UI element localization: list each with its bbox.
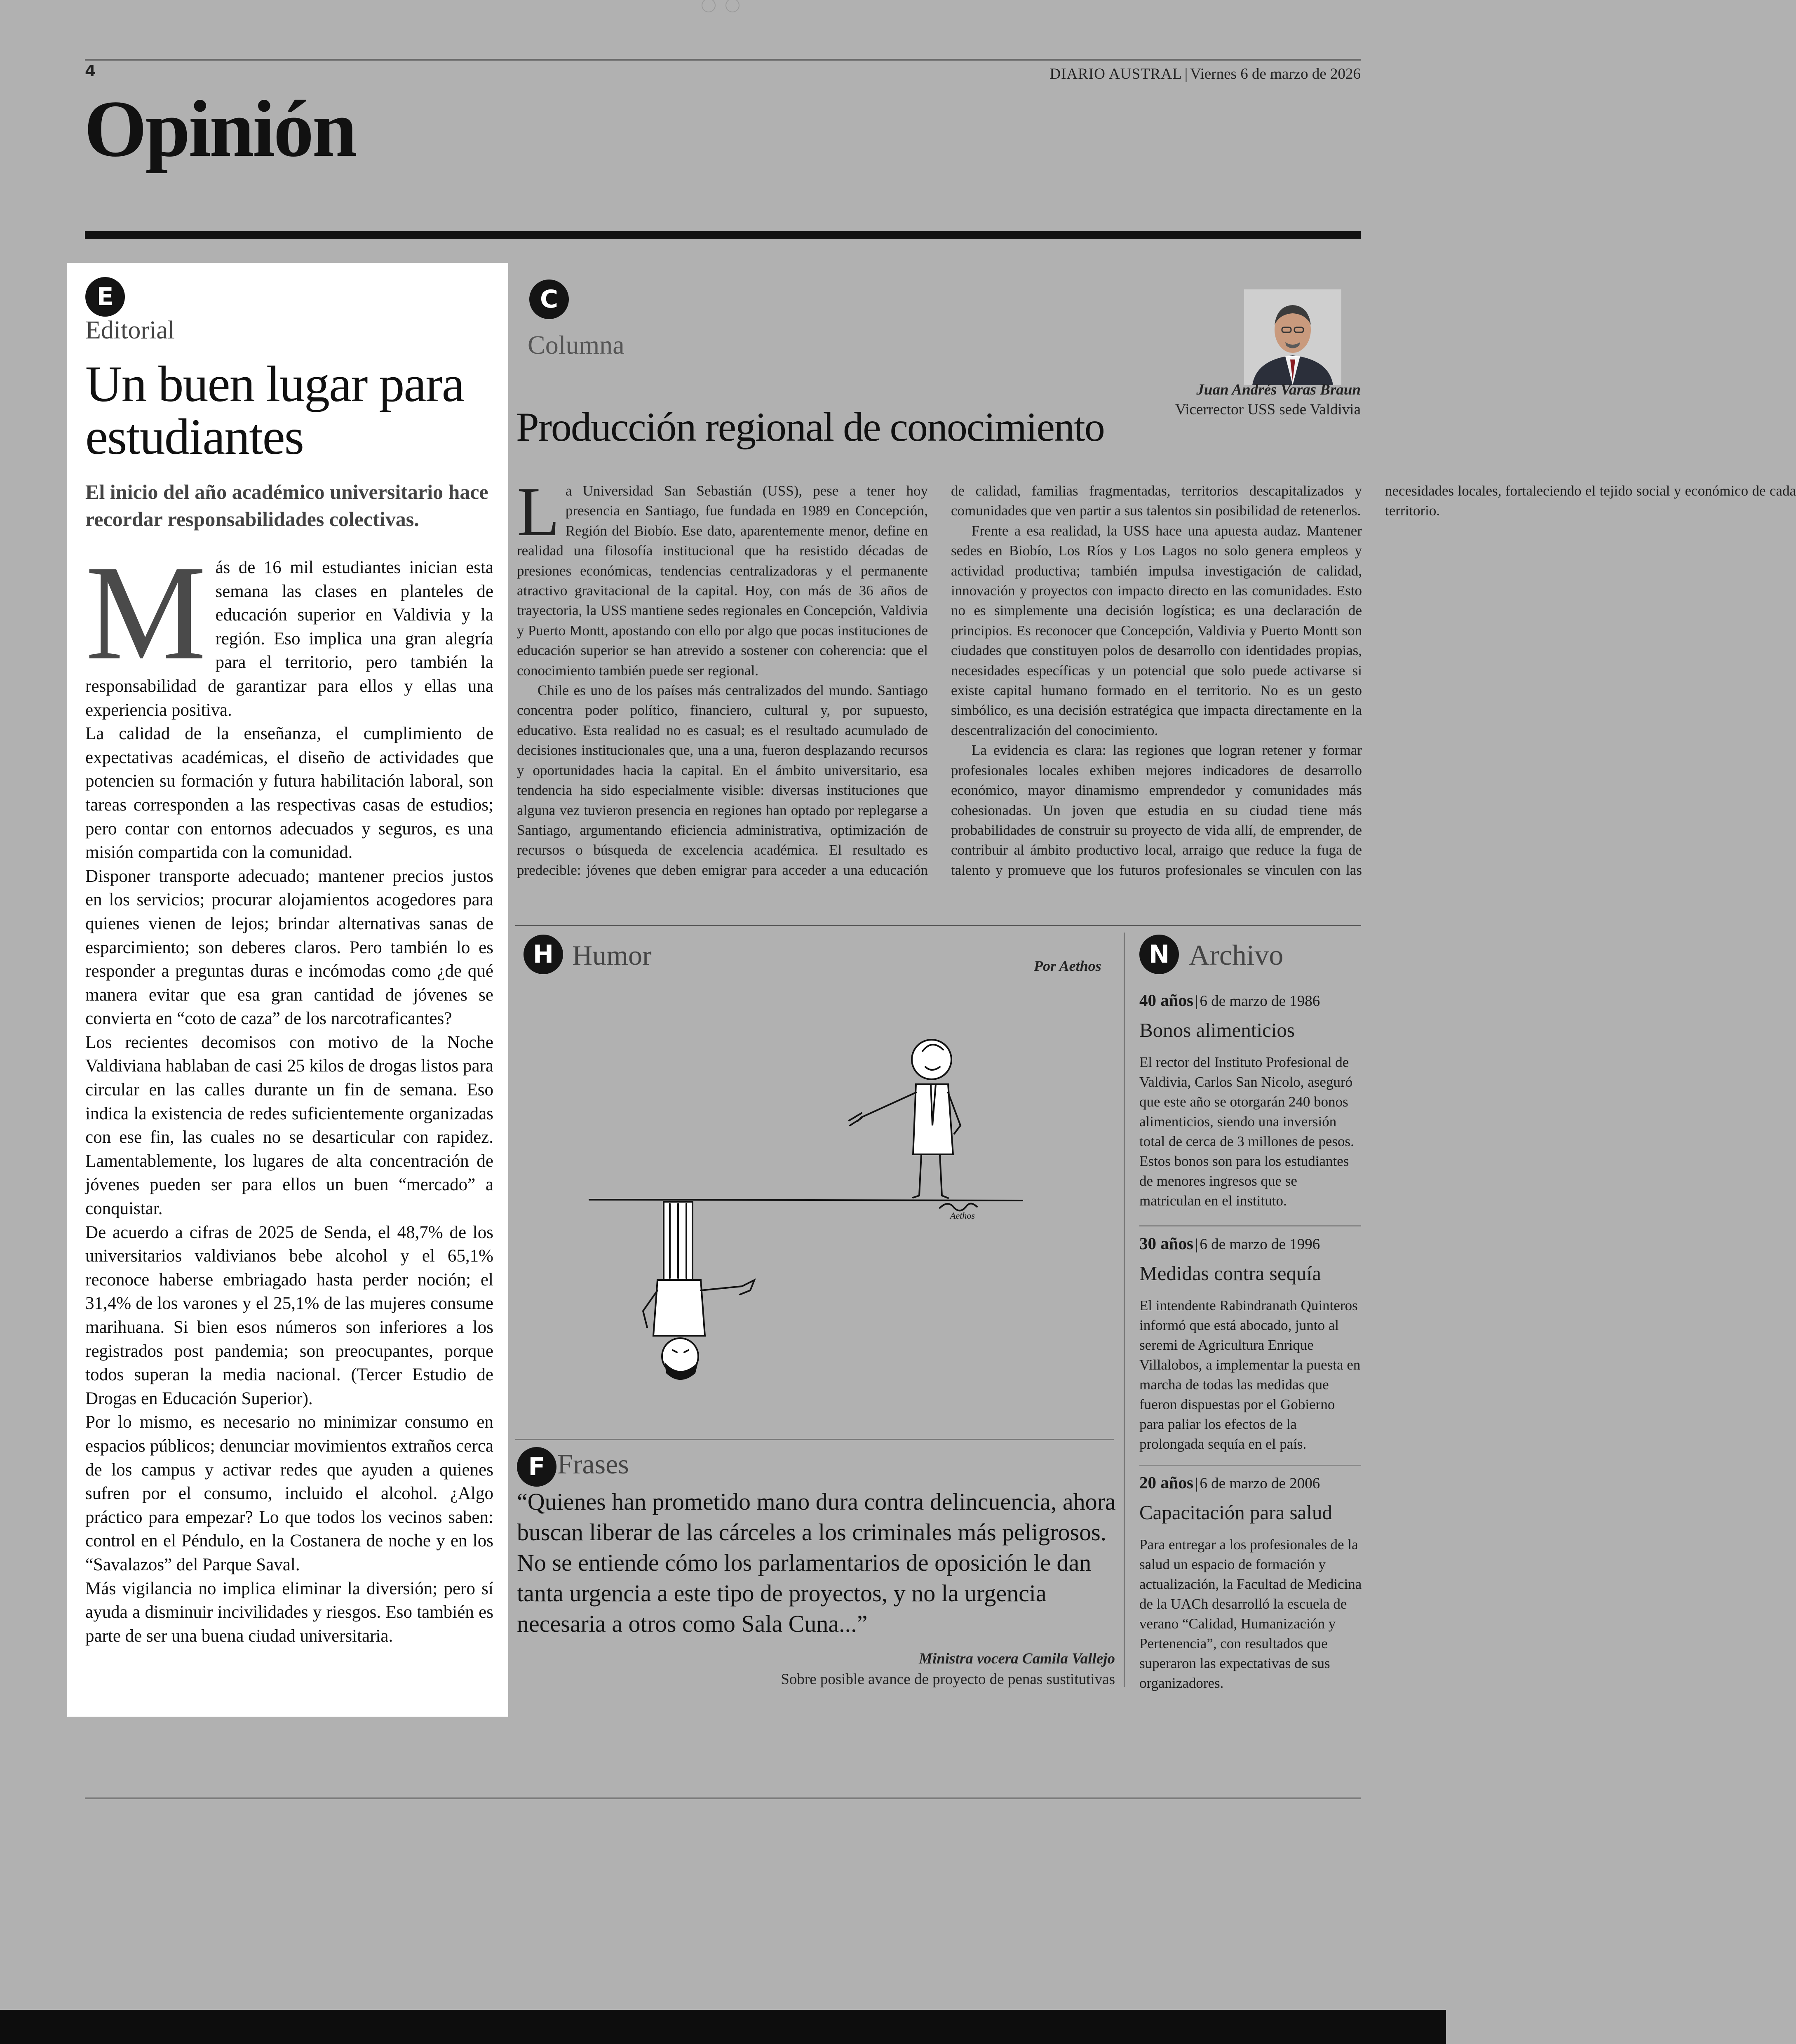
masthead-separator: | xyxy=(1184,66,1188,82)
author-role: Vicerrector USS sede Valdivia xyxy=(1175,401,1361,418)
archive-title: Bonos alimenticios xyxy=(1139,1019,1295,1041)
archive-date: 6 de marzo de 1986 xyxy=(1200,993,1320,1010)
editorial-body xyxy=(85,538,493,1648)
editorial-badge: E xyxy=(85,277,125,317)
column-label: Columna xyxy=(528,330,624,359)
column-headline: Producción regional de conocimiento xyxy=(516,404,1104,450)
archive-title: Capacitación para salud xyxy=(1139,1501,1333,1524)
column-bottom-rule xyxy=(515,925,1361,926)
editorial-headline: Un buen lugar para estudiantes xyxy=(85,356,464,465)
editorial-paragraph: De acuerdo a cifras de 2025 de Senda, el 48,7% de los universitarios valdivianos bebe alcohol y el 65,1% reconoce haberse embriagado hasta perder noción; el 31,4% de los varones y el 25,1% de las mujeres consume marihuana. Si bien esos números son inferiores a los registrados post pandemia; son preocupantes, porque todos superan la media nacional. (Tercer Estudio de Drogas en Educación Superior). xyxy=(85,1222,493,1408)
frases-quote: “Quienes han prometido mano dura contra delincuencia, ahora buscan liberar de las cárceles a los criminales más peligrosos. No se entiende cómo los parlamentarios de oposición le dan tanta urgencia a este tipo de proyectos, y no la urgencia necesaria a otros como Sala Cuna...” xyxy=(517,1488,1116,1637)
editorial-subhead: El inicio del año académico universitario hace recordar responsabilidades colectivas. xyxy=(85,480,488,531)
column-author xyxy=(1175,380,1361,420)
archive-item: 20 años | 6 de marzo de 2006 Capacitación para salud Para entregar a los profesionales de la salud un espacio de formación y actualización, la Facultad de Medicina de la UACh desarrolló la escuela de verano “Calidad, Humanización y Pertenencia”, con resultados que superaron las expectativas de sus organizadores. xyxy=(1139,1473,1362,1693)
archive-years: 20 años xyxy=(1139,1473,1194,1492)
editorial-paragraph: Los recientes decomisos con motivo de la Noche Valdiviana hablaban de casi 25 kilos de drogas listos para circular en las calles durante un fin de semana. Eso indica la existencia de redes suficientemente organizadas con ese fin, las cuales no se desarticular con rapidez. Lamentablemente, los lugares de alta concentración de jóvenes pueden ser para ellos un buen “mercado” a conquistar. xyxy=(85,1032,493,1219)
archive-years: 30 años xyxy=(1139,1234,1194,1253)
archive-date: 6 de marzo de 1996 xyxy=(1200,1236,1320,1253)
archivo-badge: N xyxy=(1139,935,1179,974)
archive-item: 30 años | 6 de marzo de 1996 Medidas contra sequía El intendente Rabindranath Quinteros informó que está abocado, junto al seremi de Agricultura Enrique Villalobos, a implementar la puesta en marcha de todas las medidas que fueron dispuestas por el Gobierno para paliar los efectos de la prolongada sequía en el país. xyxy=(1139,1233,1362,1454)
archivo-label: Archivo xyxy=(1189,940,1284,971)
footer-bar xyxy=(0,2010,1446,2044)
editorial-label: Editorial xyxy=(85,316,175,344)
frases-label: Frases xyxy=(557,1448,629,1480)
page-indicator[interactable] xyxy=(697,0,750,11)
section-title: Opinión xyxy=(84,84,356,174)
editorial-box xyxy=(67,263,508,1717)
editorial-paragraph: Más vigilancia no implica eliminar la diversión; pero sí ayuda a disminuir incivilidades y riesgos. Eso también es parte de ser una buena ciudad universitaria. xyxy=(85,1579,493,1646)
column-dropcap: L xyxy=(517,473,560,550)
section-rule xyxy=(85,231,1361,239)
humor-cartoon xyxy=(577,1022,1039,1385)
humor-badge: H xyxy=(524,935,563,974)
newspaper-name: DIARIO AUSTRAL xyxy=(1049,66,1182,82)
cartoon-signature: Aethos xyxy=(950,1210,975,1221)
humor-bottom-rule xyxy=(515,1439,1114,1440)
archive-text: El rector del Instituto Profesional de Valdivia, Carlos San Nicolo, aseguró que este año se otorgarán 240 bonos alimenticios, siendo una inversión total de cerca de 3 millones de pesos. Estos bonos son para los estudiantes de menores ingresos que se matriculan en el instituto. xyxy=(1139,1054,1354,1209)
editorial-dropcap: M xyxy=(85,538,207,688)
author-photo xyxy=(1244,289,1341,385)
archive-divider xyxy=(1124,933,1125,1687)
archive-text: Para entregar a los profesionales de la salud un espacio de formación y actualización, la Facultad de Medicina de la UACh desarrolló la escuela de verano “Calidad, Humanización y Pertenencia”, con resultados que superaron las expectativas de sus organizadores. xyxy=(1139,1537,1362,1691)
archive-rule xyxy=(1139,1225,1361,1226)
column-paragraph: La evidencia es clara: las regiones que logran retener y formar profesionales locales exhiben mejores indicadores de desarrollo económico, mayor dinamismo emprendedor y comunidades más cohesionadas. Un joven que estudia en su ciudad tiene más probabilidades de construir su proyecto de vida allí, de emprender, de contribuir al ámbito productivo local, arraigo que reduce la fuga de talento y promueve que los futuros profesionales se vinculen con las necesidades locales, fortaleciendo el tejido social y económico de cada territorio. xyxy=(951,483,1796,878)
editorial-paragraph: Por lo mismo, es necesario no minimizar consumo en espacios públicos; denunciar movimientos extraños cerca de los campus y activar redes que ayuden a quienes sufren por el consumo, incluido el alcohol. ¿Algo práctico para empezar? Lo que todos los vecinos saben: control en el Péndulo, en la Costanera de noche y en los “Savalazos” del Parque Saval. xyxy=(85,1412,493,1574)
editorial-paragraph: La calidad de la enseñanza, el cumplimiento de expectativas académicas, el diseño de actividades que potencien su formación y futura habilitación laboral, son tareas corresponden a las respectivas casas de estudios; pero contar con entornos adecuados y seguros, es una misión compartida con la comunidad. xyxy=(85,724,493,862)
editorial-paragraph-text: ás de 16 mil estudiantes inician esta semana las clases en planteles de educación superior en Valdivia y la región. Eso implica una gran alegría para el territorio, pero también la responsabilidad de garantizar para ellos y ellas una experiencia positiva. xyxy=(85,558,493,720)
column-paragraph xyxy=(517,473,928,681)
column-badge: C xyxy=(529,280,569,319)
archive-title: Medidas contra sequía xyxy=(1139,1262,1321,1285)
bottom-rule xyxy=(85,1797,1361,1799)
editorial-paragraph xyxy=(85,538,493,722)
archive-rule xyxy=(1139,1465,1361,1466)
column-paragraph: Chile es uno de los países más centralizados del mundo. Santiago concentra poder político, financiero, cultural y, por supuesto, educativo. Esta realidad no es casual; es el resultado acumulado de decisiones institucionales que, una a una, fueron desplazando recursos y oportunidades hacia la capital. En el ámbito universitario, esa tendencia ha sido especialmente visible: diversas instituciones que alguna vez tuvieron presencia en regiones han optado por replegarse a Santiago, argumentando eficiencia administrativa, optimización de recursos o búsqueda de excelencia académica. El resultado es predecible: jóvenes que deben emigrar para acceder a una educación de calidad, familias fragmentadas, territorios descapitalizados y comunidades que ven partir a sus talentos sin posibilidad de retenerlos. xyxy=(517,483,1362,878)
archive-item: 40 años | 6 de marzo de 1986 Bonos alimenticios El rector del Instituto Profesional de Valdivia, Carlos San Nicolo, aseguró que este año se otorgarán 240 bonos alimenticios, siendo una inversión total de cerca de 3 millones de pesos. Estos bonos son para los estudiantes de menores ingresos que se matriculan en el instituto. xyxy=(1139,990,1362,1211)
author-portrait-icon xyxy=(1244,289,1341,385)
page-number: 4 xyxy=(85,62,96,80)
frases-badge: F xyxy=(517,1447,556,1487)
page-next-dot[interactable] xyxy=(725,0,740,12)
archive-date: 6 de marzo de 2006 xyxy=(1200,1475,1320,1492)
top-rule xyxy=(85,59,1361,61)
page-prev-dot[interactable] xyxy=(702,0,716,12)
issue-date: Viernes 6 de marzo de 2026 xyxy=(1190,66,1361,82)
column-paragraph: Frente a esa realidad, la USS hace una apuesta audaz. Mantener sedes en Biobío, Los Ríos y Los Lagos no solo genera empleos y actividad productiva; también impulsa investigación de calidad, innovación y proyectos con impacto directo en las comunidades. Esto no es simplemente una decisión logística; es una declaración de principios. Es reconocer que Concepción, Valdivia y Puerto Montt son ciudades que constituyen polos de desarrollo con identidades propias, necesidades específicas y un potencial que solo puede activarse si existe capital humano formado en el territorio. No es un gesto simbólico, es una decisión estratégica que impacta directamente en la descentralización del conocimiento. xyxy=(951,522,1362,738)
column-body xyxy=(517,473,1796,914)
masthead xyxy=(1049,65,1361,83)
column-paragraph-text: a Universidad San Sebastián (USS), pese a tener hoy presencia en Santiago, fue fundada en 1989 en Concepción, Región del Biobío. Ese dato, aparentemente menor, define en realidad una filosofía institucional que ha resistido décadas de presiones económicas, tendencias centralizadoras y el permanente atractivo gravitacional de la capital. Hoy, con más de 36 años de trayectoria, la USS mantiene sedes regionales en Concepción, Valdivia y Puerto Montt, apostando con ello por algo que pocas instituciones de educación superior se han atrevido a sostener con coherencia: que el conocimiento también puede ser regional. xyxy=(517,483,928,679)
humor-label: Humor xyxy=(572,940,652,971)
editorial-paragraph: Disponer transporte adecuado; mantener precios justos en los servicios; procurar alojamientos acogedores para quienes vienen de lejos; brindar alternativas sanas de esparcimiento; son deberes claros. Pero también lo es responder a preguntas duras e incómodas como ¿de qué manera evitar que esa gran cantidad de jóvenes se convierta en “coto de caza” de los narcotraficantes? xyxy=(85,866,493,1029)
frases-attribution: Ministra vocera Camila Vallejo xyxy=(919,1650,1115,1667)
frases-context: Sobre posible avance de proyecto de penas sustitutivas xyxy=(781,1671,1115,1688)
author-name: Juan Andrés Varas Braun xyxy=(1196,381,1361,398)
archive-text: El intendente Rabindranath Quinteros informó que está abocado, junto al seremi de Agricultura Enrique Villalobos, a implementar la puesta en marcha de todas las medidas que fueron dispuestas por el Gobierno para paliar los efectos de la prolongada sequía en el país. xyxy=(1139,1297,1361,1452)
humor-byline: Por Aethos xyxy=(1034,958,1101,974)
archive-years: 40 años xyxy=(1139,991,1194,1010)
